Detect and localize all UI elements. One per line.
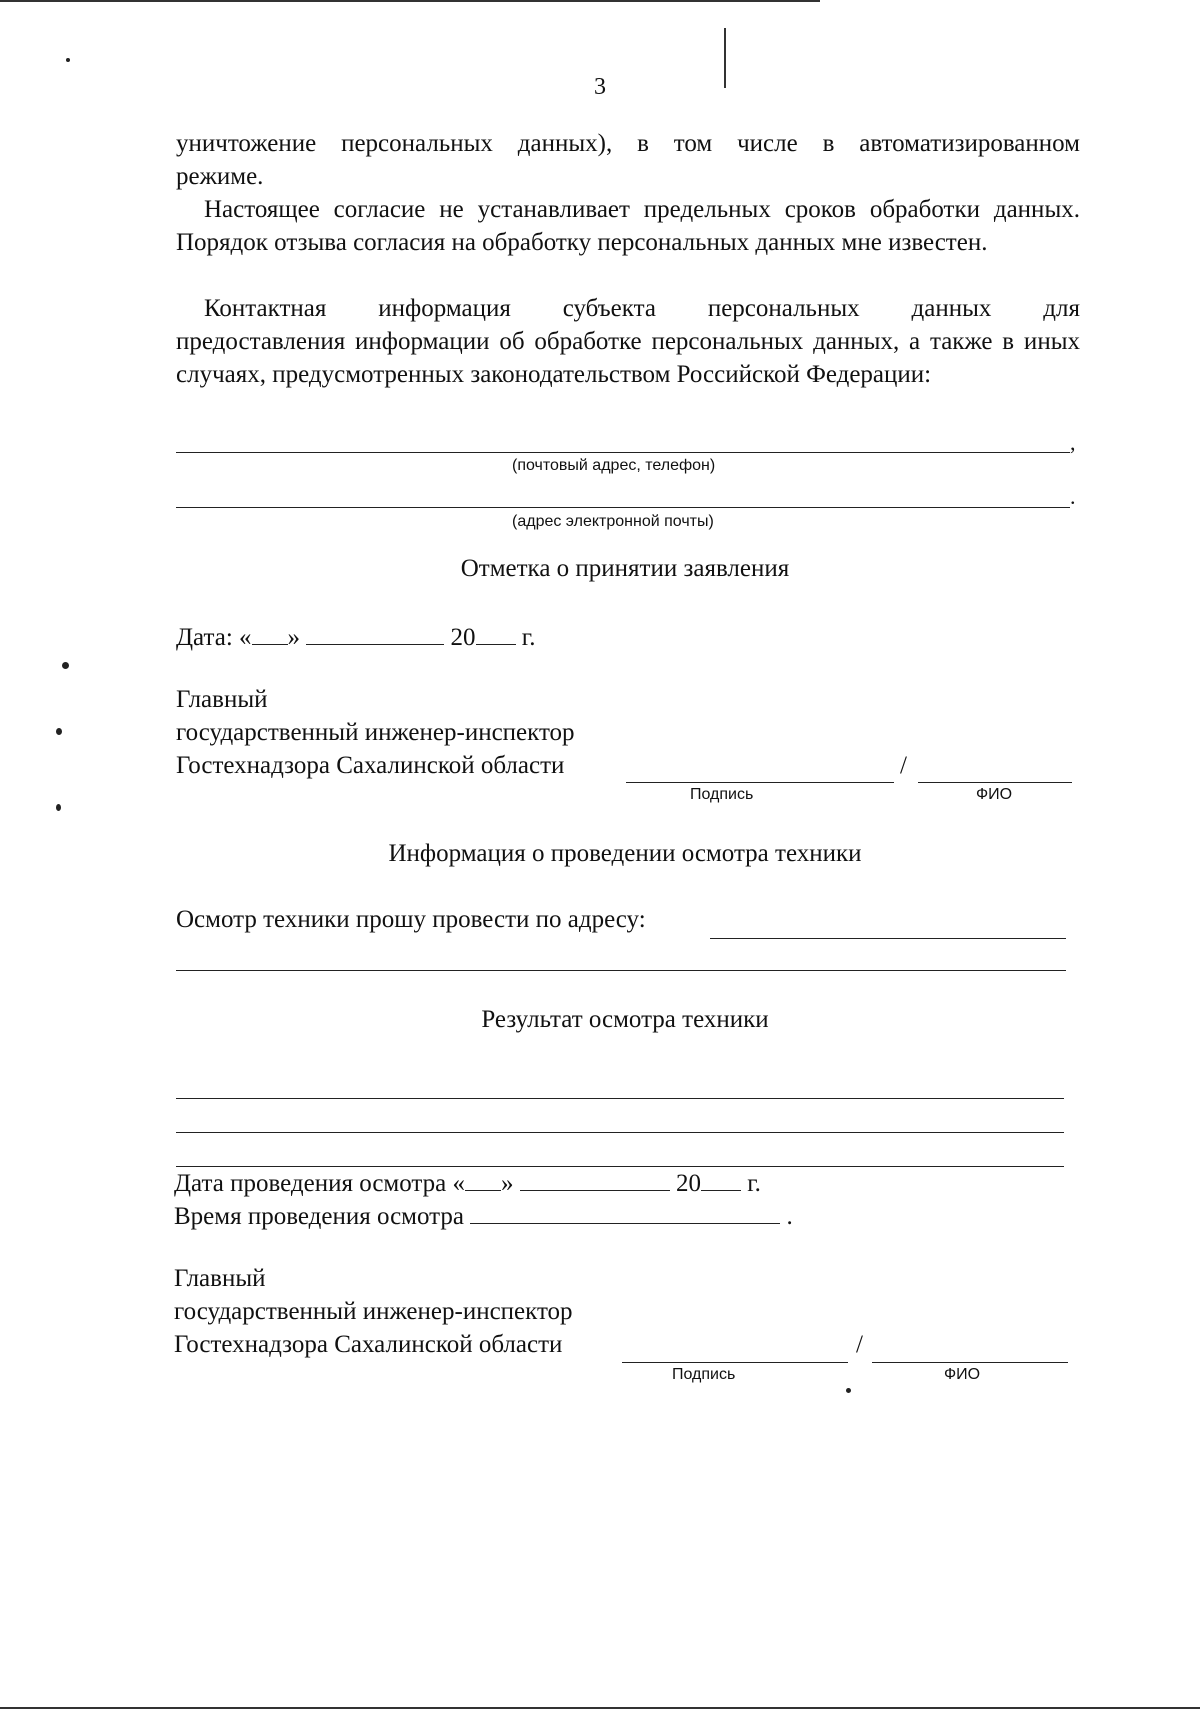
inspector-title-line: Гостехнадзора Сахалинской области (176, 752, 565, 779)
year-suffix: г. (747, 1170, 761, 1197)
email-line (176, 507, 1070, 508)
date-label: Дата: « (176, 624, 252, 651)
day-blank (465, 1168, 501, 1191)
email-caption: (адрес электронной почты) (512, 513, 714, 530)
signature-line (626, 782, 894, 783)
scan-top-edge (0, 0, 820, 2)
time-blank (470, 1201, 780, 1224)
month-blank (306, 622, 444, 645)
scan-dot (56, 728, 62, 735)
signature-caption: Подпись (672, 1366, 736, 1383)
comma-mark: , (1070, 430, 1076, 455)
inspection-address-line (710, 938, 1066, 939)
page-number: 3 (594, 74, 606, 100)
month-blank (520, 1168, 670, 1191)
signature-caption: Подпись (690, 786, 754, 803)
acceptance-date-row (176, 622, 535, 652)
postal-address-line (176, 452, 1070, 453)
inspector-title-line: Главный (176, 686, 268, 713)
scan-dot (66, 58, 70, 62)
quote-close: » (501, 1170, 514, 1197)
slash: / (900, 752, 907, 779)
paragraph-line: уничтожение персональных данных), в том числе в автоматизированном (176, 130, 1080, 157)
period-mark: . (1070, 484, 1076, 509)
inspection-date-row (174, 1168, 761, 1198)
slash: / (856, 1331, 863, 1358)
scan-dot (62, 662, 69, 669)
result-line (176, 1098, 1064, 1099)
time-end: . (786, 1203, 793, 1230)
year-suffix: г. (521, 624, 536, 651)
paragraph-retention: Настоящее согласие не устанавливает предельных сроков обработки данных. Порядок отзыва согласия на обработку персональных данных мне известен. (176, 196, 1080, 256)
postal-address-caption: (почтовый адрес, телефон) (512, 457, 716, 474)
day-blank (252, 622, 288, 645)
name-caption: ФИО (944, 1366, 981, 1383)
inspection-info-title: Информация о проведении осмотра техники (388, 840, 862, 867)
result-line (176, 1132, 1064, 1133)
paragraph-line: режиме. (176, 163, 264, 190)
inspector-title-line: государственный инженер-инспектор (176, 719, 575, 746)
quote-close: » (287, 624, 301, 651)
scan-dot (56, 804, 61, 811)
paragraph-line: Контактная информация субъекта персональных данных для (204, 295, 1080, 322)
paragraph-contact: предоставления информации об обработке персональных данных, а также в иных случаях, предусмотренных законодательством Российской Федерации: (176, 328, 1080, 388)
inspector-title-line: государственный инженер-инспектор (174, 1298, 573, 1325)
year-prefix: 20 (676, 1170, 701, 1197)
result-line (176, 1166, 1064, 1167)
inspection-time-row (174, 1201, 793, 1231)
scan-bottom-edge (0, 1707, 1200, 1709)
name-line (918, 782, 1072, 783)
date-label: Дата проведения осмотра « (174, 1170, 465, 1197)
acceptance-title: Отметка о принятии заявления (460, 555, 790, 582)
signature-line (622, 1362, 848, 1363)
inspector-title-line: Главный (174, 1265, 266, 1292)
inspection-result-title: Результат осмотра техники (481, 1006, 769, 1033)
inspection-address-label: Осмотр техники прошу провести по адресу: (176, 906, 646, 933)
inspector-title-line: Гостехнадзора Сахалинской области (174, 1331, 563, 1358)
year-prefix: 20 (450, 624, 476, 651)
time-label: Время проведения осмотра (174, 1203, 465, 1230)
year-blank (701, 1168, 741, 1191)
year-blank (476, 622, 516, 645)
inspection-address-line-2 (176, 970, 1066, 971)
name-caption: ФИО (976, 786, 1013, 803)
scan-dot (846, 1388, 851, 1393)
name-line (872, 1362, 1068, 1363)
